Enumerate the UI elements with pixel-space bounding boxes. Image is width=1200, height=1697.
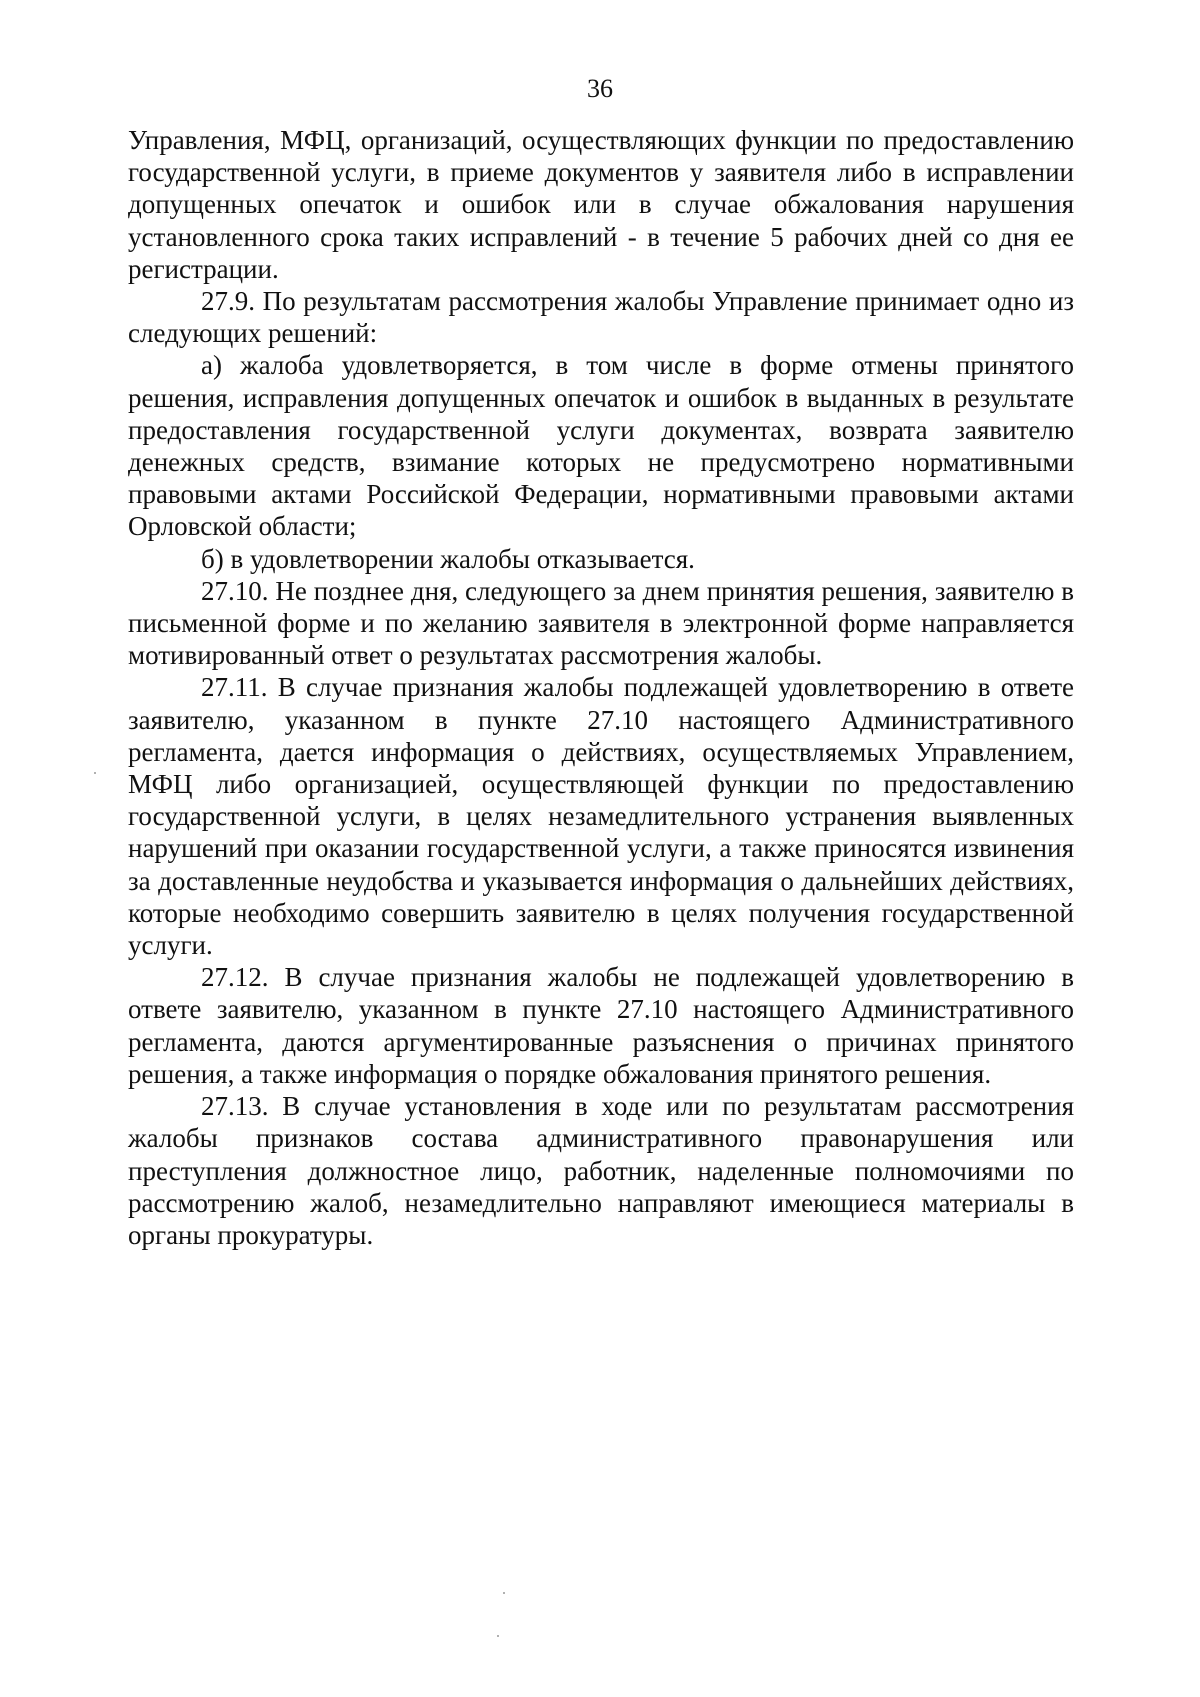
paragraph-27-13: 27.13. В случае установления в ходе или по результатам рассмотрения жалобы признаков состава административного правонарушения или преступления должностное лицо, работник, наделенные полномочиями по рассмотрению жалоб, незамедлительно направляют имеющиеся материалы в органы прокуратуры. [128,1091,1074,1250]
page-number: 36 [587,74,613,103]
paragraph-continuation: Управления, МФЦ, организаций, осуществляющих функции по предоставлению государственной услуги, в приеме документов у заявителя либо в исправлении допущенных опечаток и ошибок или в случае обжалования нарушения установленного срока таких исправлений - в течение 5 рабочих дней со дня ее регистрации. [128,125,1074,284]
scan-speck [497,1635,499,1637]
document-body [128,124,1074,1251]
paragraph-27-11: 27.11. В случае признания жалобы подлежащей удовлетворению в ответе заявителю, указанном в пункте 27.10 настоящего Административного регламента, дается информация о действиях, осуществляемых Управлением, МФЦ либо организацией, осуществляющей функции по предоставлению государственной услуги, в целях незамедлительного устранения выявленных нарушений при оказании государственной услуги, а также приносятся извинения за доставленные неудобства и указывается информация о дальнейших действиях, которые необходимо совершить заявителю в целях получения государственной услуги. [128,672,1074,961]
paragraph-option-b: б) в удовлетворении жалобы отказывается. [201,543,695,574]
scan-speck [94,772,96,774]
paragraph-27-9: 27.9. По результатам рассмотрения жалобы Управление принимает одно из следующих решений: [128,286,1074,349]
paragraph-27-12: 27.12. В случае признания жалобы не подлежащей удовлетворению в ответе заявителю, указанном в пункте 27.10 настоящего Административного регламента, даются аргументированные разъяснения о причинах принятого решения, а также информация о порядке обжалования принятого решения. [128,962,1074,1089]
paragraph-option-a: а) жалоба удовлетворяется, в том числе в форме отмены принятого решения, исправления допущенных опечаток и ошибок в выданных в результате предоставления государственной услуги документах, возврата заявителю денежных средств, взимание которых не предусмотрено нормативными правовыми актами Российской Федерации, нормативными правовыми актами Орловской области; [128,350,1074,542]
scan-speck [503,1592,505,1594]
paragraph-27-10: 27.10. Не позднее дня, следующего за днем принятия решения, заявителю в письменной форме и по желанию заявителя в электронной форме направляется мотивированный ответ о результатах рассмотрения жалобы. [128,575,1074,671]
